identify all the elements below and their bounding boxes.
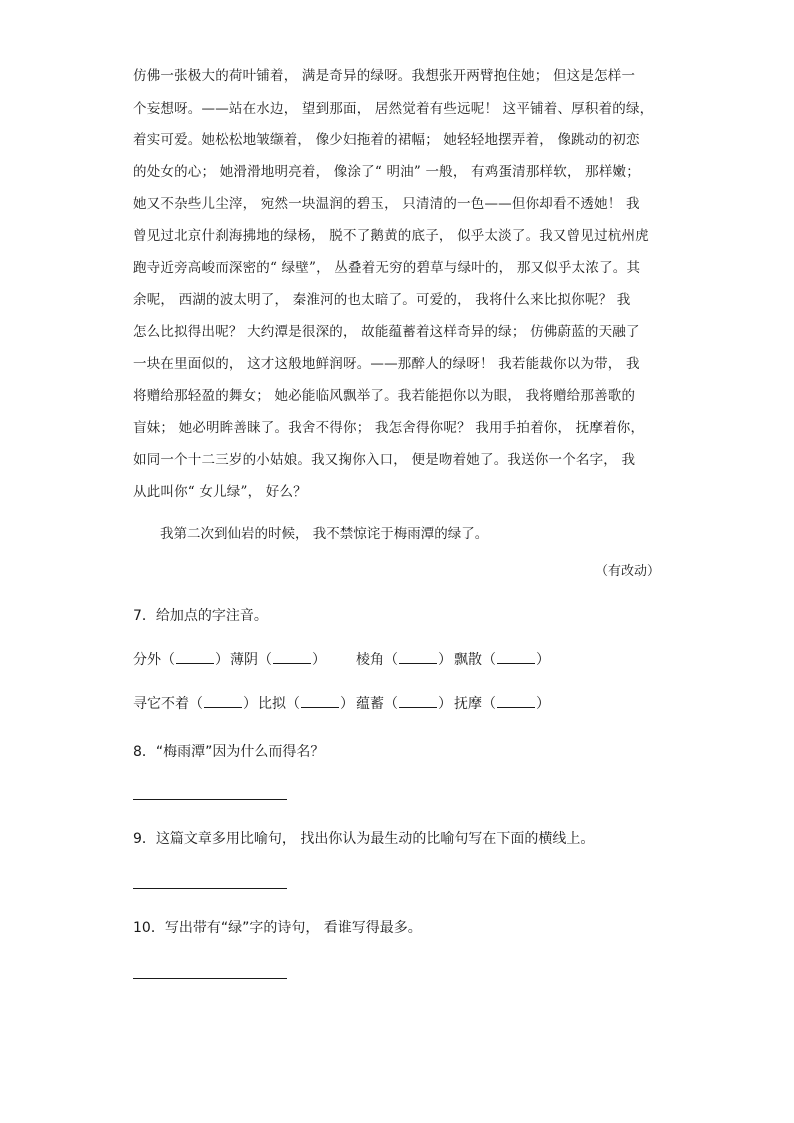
question-7-row-2: [133, 693, 693, 715]
question-10-prompt: 10．写出带有“绿”字的诗句， 看谁写得最多。: [133, 920, 422, 936]
answer-blank[interactable]: [176, 649, 214, 664]
passage-line: 仿佛一张极大的荷叶铺着， 满是奇异的绿呀。我想张开两臂抱住她； 但这是怎样一: [133, 68, 636, 84]
answer-blank[interactable]: [399, 649, 437, 664]
answer-blank[interactable]: [301, 693, 339, 708]
question-8-answer-line[interactable]: [133, 799, 287, 800]
source-note: （有改动）: [594, 564, 660, 579]
passage-line: 余呢， 西湖的波太明了， 秦淮河的也太暗了。可爱的， 我将什么来比拟你呢？ 我: [133, 292, 631, 308]
fill-item: 蕴蓄（ ）: [356, 693, 452, 715]
passage-line: 盲妹； 她必明眸善睐了。我舍不得你； 我怎舍得你呢？ 我用手拍着你， 抚摩着你，: [133, 420, 645, 436]
answer-blank[interactable]: [204, 693, 242, 708]
answer-blank[interactable]: [497, 693, 535, 708]
fill-item: 分外（ ）: [133, 649, 229, 671]
passage-line: 个妄想呀。——站在水边， 望到那面， 居然觉着有些远呢！ 这平铺着、厚积着的绿，: [133, 101, 654, 117]
question-8-prompt: 8．“梅雨潭”因为什么而得名？: [133, 744, 325, 760]
passage-line: 着实可爱。她松松地皱缬着， 像少妇拖着的裙幅； 她轻轻地摆弄着， 像跳动的初恋: [133, 132, 640, 148]
question-9-answer-line[interactable]: [133, 888, 287, 889]
passage-closing: 我第二次到仙岩的时候， 我不禁惊诧于梅雨潭的绿了。: [160, 526, 489, 542]
passage-line: 她又不杂些儿尘滓， 宛然一块温润的碧玉， 只清清的一色——但你却看不透她！ 我: [133, 196, 640, 212]
fill-item: 抚摩（ ）: [454, 693, 550, 715]
answer-blank[interactable]: [399, 693, 437, 708]
answer-blank[interactable]: [273, 649, 311, 664]
question-7-prompt: 7．给加点的字注音。: [133, 608, 268, 624]
fill-item: 棱角（ ）: [356, 649, 452, 671]
fill-item: 飘散（ ）: [454, 649, 550, 671]
passage-line: 的处女的心； 她滑滑地明亮着， 像涂了“ 明油” 一般， 有鸡蛋清那样软， 那样嫩；: [133, 164, 640, 180]
answer-blank[interactable]: [497, 649, 535, 664]
passage-line: 一块在里面似的， 这才这般地鲜润呀。——那醉人的绿呀！ 我若能裁你以为带， 我: [133, 356, 640, 372]
passage-line: 如同一个十二三岁的小姑娘。我又掬你入口， 便是吻着她了。我送你一个名字， 我: [133, 452, 636, 468]
fill-item: 薄阴（ ）: [230, 649, 326, 671]
fill-item: 寻它不着（ ）: [133, 693, 257, 715]
question-7-row-1: [133, 649, 693, 671]
passage-line: 将赠给那轻盈的舞女； 她必能临风飘举了。我若能挹你以为眼， 我将赠给那善歌的: [133, 388, 636, 404]
passage-line: 怎么比拟得出呢？ 大约潭是很深的， 故能蕴蓄着这样奇异的绿； 仿佛蔚蓝的天融了: [133, 324, 640, 340]
passage-line: 从此叫你“ 女儿绿”， 好么？: [133, 484, 307, 500]
passage-line: 跑寺近旁高峻而深密的“ 绿壁”， 丛叠着无穷的碧草与绿叶的， 那又似乎太浓了。其: [133, 260, 641, 276]
fill-item: 比拟（ ）: [258, 693, 354, 715]
passage-line: 曾见过北京什刹海拂地的绿杨， 脱不了鹅黄的底子， 似乎太淡了。我又曾见过杭州虎: [133, 228, 649, 244]
question-10-answer-line[interactable]: [133, 978, 287, 979]
question-9-prompt: 9．这篇文章多用比喻句， 找出你认为最生动的比喻句写在下面的横线上。: [133, 831, 595, 847]
